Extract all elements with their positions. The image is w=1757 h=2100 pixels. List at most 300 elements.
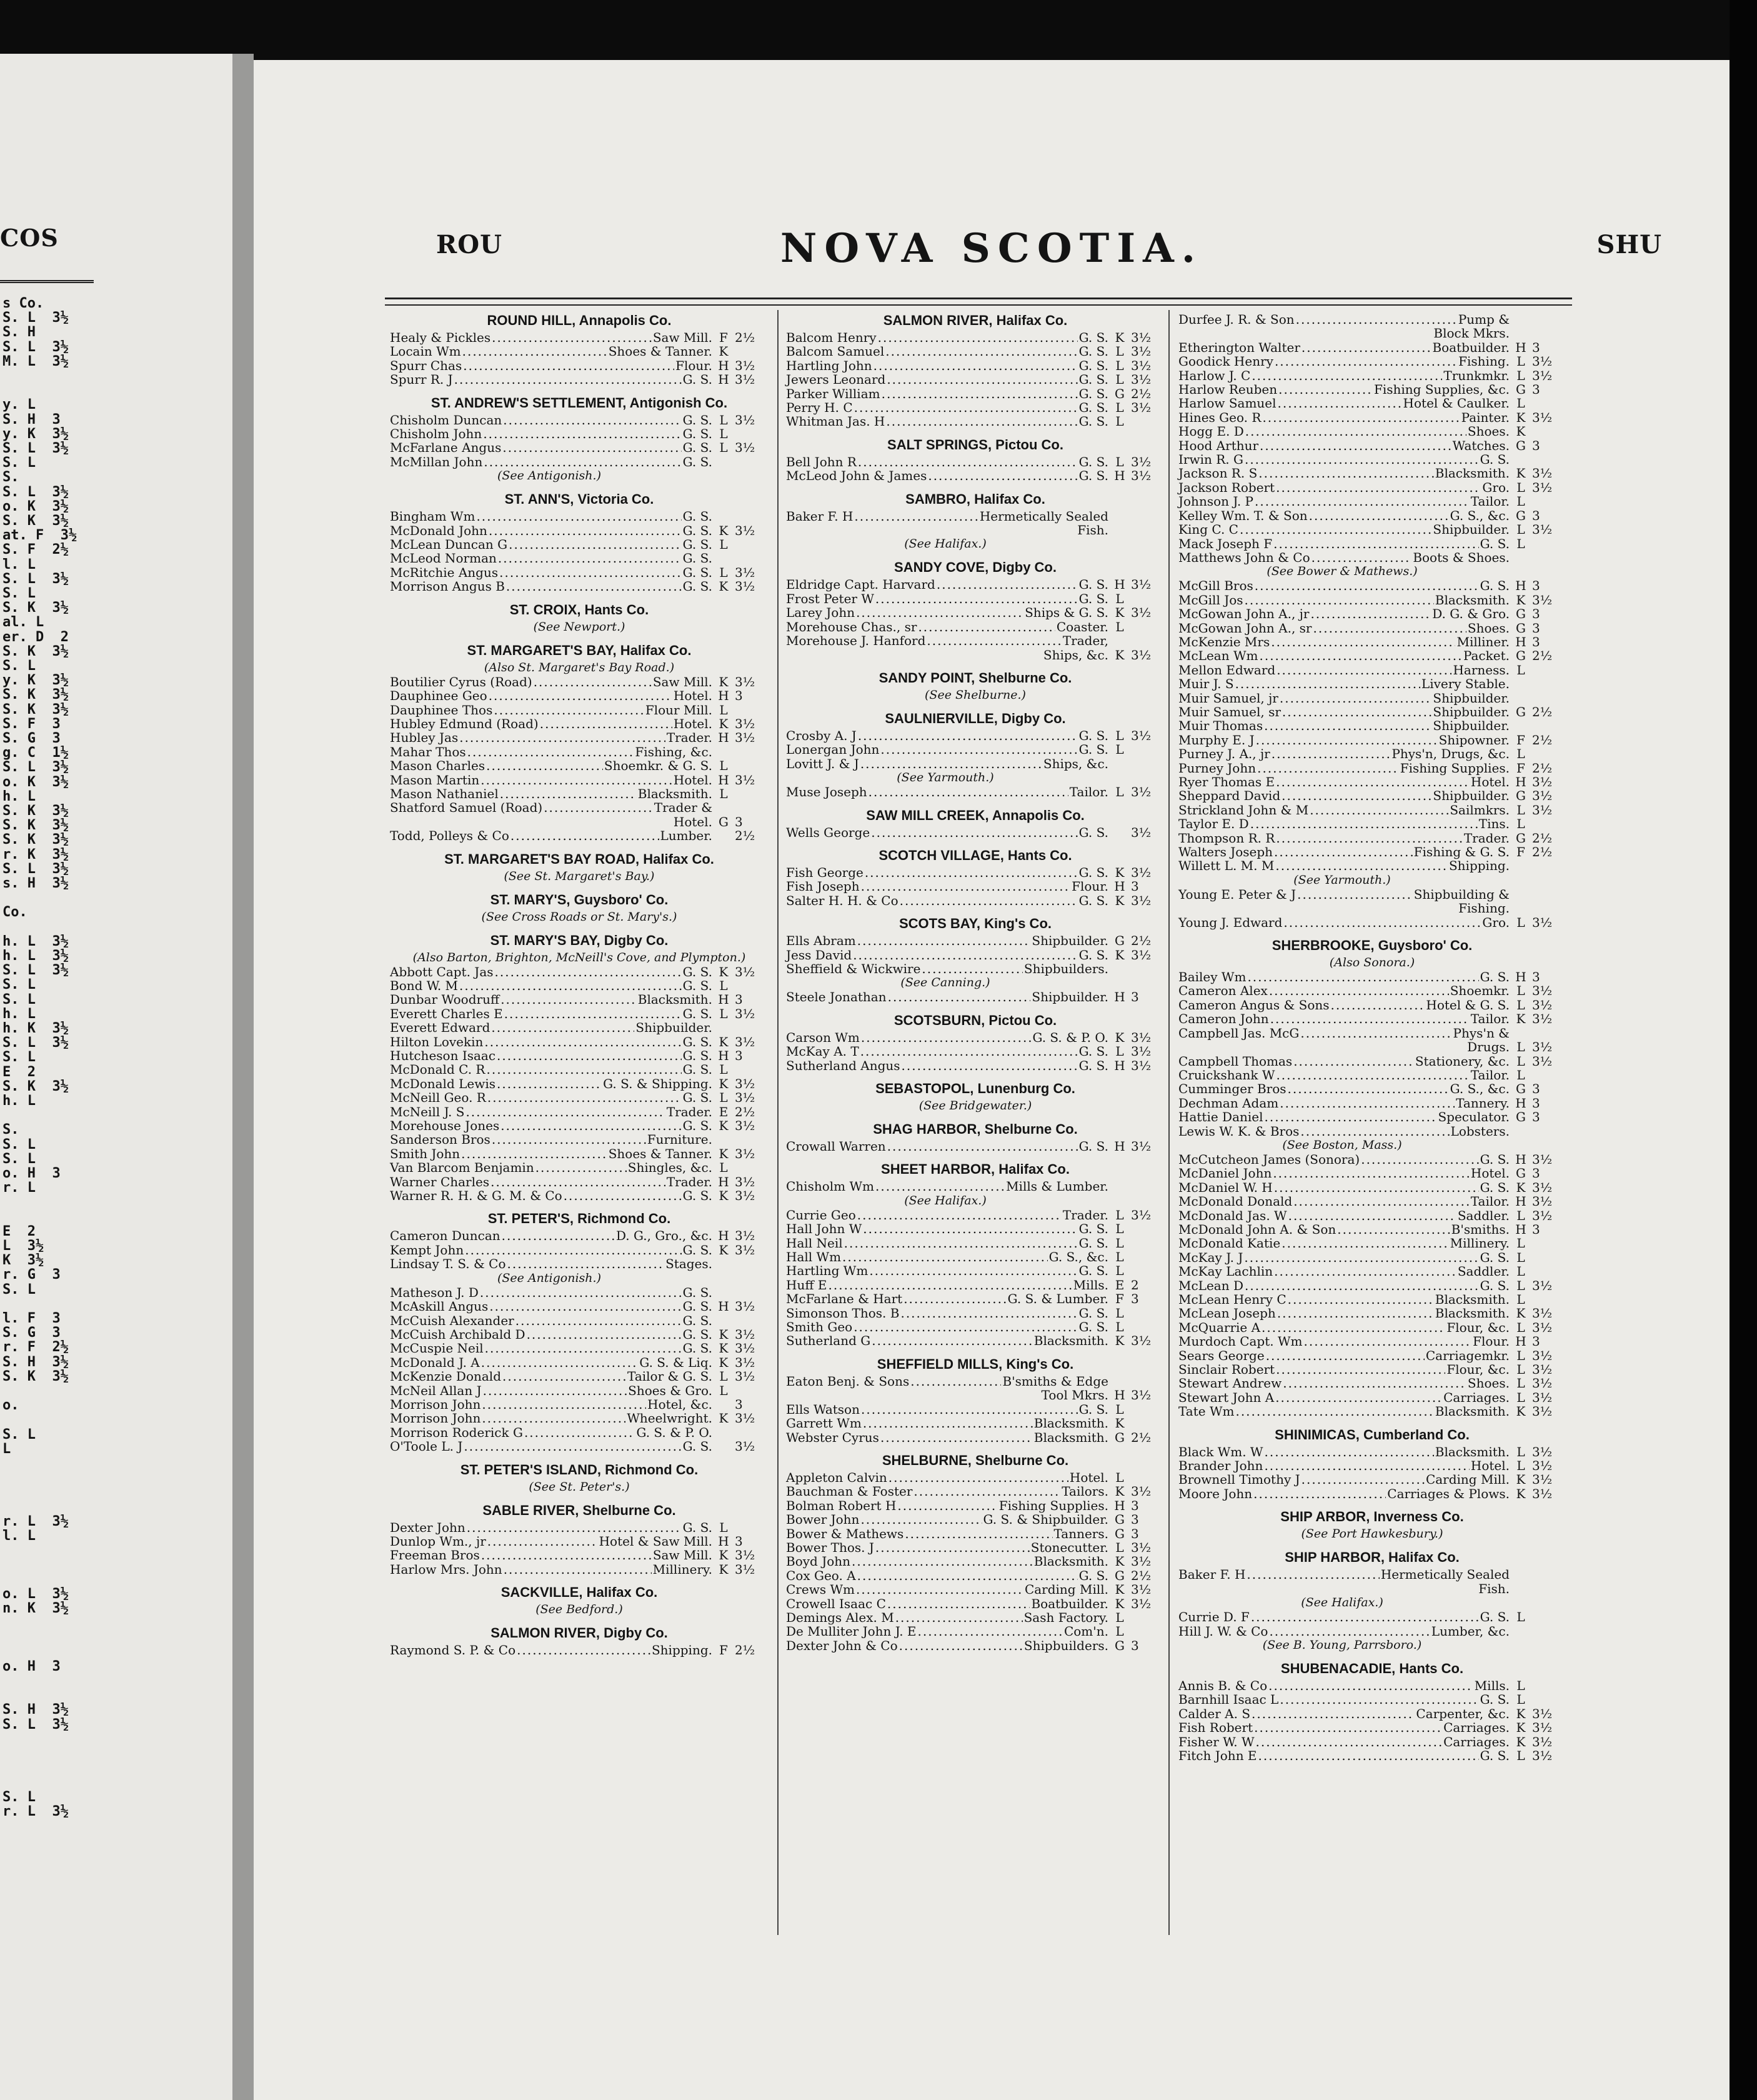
rating-letter: K (1516, 1179, 1526, 1195)
rating-letter: K (719, 1341, 729, 1356)
listing-business: Shoes & Tanner. (608, 1146, 712, 1161)
listing-business: Block Mkrs. (1433, 326, 1510, 341)
leader-dots (482, 1411, 625, 1425)
leader-dots (1288, 1292, 1434, 1306)
credit-rating: 3½ (1131, 1554, 1152, 1569)
rating-letter: K (1516, 592, 1526, 608)
leader-dots (1278, 396, 1402, 410)
credit-rating (1532, 859, 1566, 872)
leader-dots (464, 1439, 681, 1453)
leader-dots (564, 1189, 682, 1202)
listing-name: McDonald Lewis (390, 1076, 496, 1091)
leader-dots (540, 717, 672, 731)
leader-dots (1288, 1082, 1449, 1096)
leader-dots (484, 1035, 681, 1049)
listing-name: Dunbar Woodruff (390, 992, 500, 1008)
listing-name: McLean D (1178, 1278, 1243, 1293)
leader-dots (1264, 719, 1431, 732)
listing-name: Healy & Pickles (390, 330, 491, 345)
credit-rating (1532, 1610, 1566, 1624)
listing-business: G. S. & P. O. (1032, 1029, 1108, 1045)
listing-business: Blacksmith. (1033, 1333, 1108, 1349)
directory-column-1 (390, 312, 769, 1658)
rating-letter (712, 455, 735, 469)
leader-dots (498, 551, 682, 565)
listing-name: Crowell Isaac C (786, 1596, 886, 1611)
listing-business: G. S. (1078, 1221, 1108, 1237)
rating-letter: G (1516, 620, 1526, 636)
listing-business: Hotel & G. S. (1426, 997, 1510, 1012)
listing-row (786, 359, 1165, 372)
listing-name: Currie D. F (1178, 1609, 1250, 1625)
listing-business: Tailor. (1470, 494, 1510, 509)
listing-name: McDonald John (390, 522, 487, 538)
rating-letter: L (1115, 1249, 1124, 1265)
rating-letter: G (1115, 386, 1125, 401)
listing-business: Carding Mill. (1425, 1472, 1510, 1488)
rating-letter: H (1515, 774, 1526, 789)
credit-rating: 3 (1131, 1526, 1139, 1541)
listing-business: Blacksmith. (1435, 466, 1510, 481)
see-reference: (See B. Young, Parrsboro.) (1262, 1638, 1422, 1652)
rating-letter: G (1115, 1638, 1125, 1653)
leader-dots (503, 413, 681, 427)
listing-name: Jackson R. S (1178, 466, 1258, 481)
listing-name: McCuspie Neil (390, 1341, 484, 1356)
listing-row (390, 1384, 769, 1398)
see-reference: (See Halifax.) (1301, 1596, 1383, 1610)
credit-rating: 3½ (1532, 1486, 1553, 1501)
rating-letter: H (718, 358, 729, 373)
credit-rating (1532, 1624, 1566, 1638)
leader-dots (1276, 831, 1462, 845)
credit-rating: 3½ (1131, 728, 1152, 743)
credit-rating (1532, 494, 1566, 508)
town-heading: SAULNIERVILLE, Digby Co. (885, 710, 1066, 726)
leader-dots (1275, 354, 1457, 368)
facing-page-fragment: S. L 3½ (2, 484, 69, 500)
rating-letter: L (1516, 1609, 1525, 1625)
listing-row (786, 1139, 1165, 1153)
listing-business: Shipbuilders. (1023, 961, 1108, 976)
listing-name: Bolman Robert H (786, 1498, 897, 1513)
leader-dots (486, 759, 603, 772)
credit-rating (1532, 691, 1566, 705)
listing-business: Lumber, &c. (1431, 1623, 1510, 1639)
listing-business: Sash Factory. (1023, 1609, 1108, 1625)
listing-row (786, 990, 1165, 1004)
listing-business: Trader & (654, 800, 712, 816)
credit-rating: 3½ (1131, 577, 1152, 592)
facing-page-fragment: Co. (2, 904, 27, 921)
rating-letter: H (1515, 1334, 1526, 1349)
listing-row (786, 1416, 1165, 1430)
listing-business: Blacksmith. (1033, 1554, 1108, 1569)
listing-business: G. S. & P. O. (636, 1424, 712, 1440)
listing-name: Dauphinee Thos (390, 702, 493, 718)
facing-page-fragment: o. H 3 (2, 1658, 61, 1674)
rating-letter: K (719, 1411, 729, 1426)
listing-business: Harness. (1453, 662, 1510, 678)
listing-row (390, 413, 769, 427)
listing-business: Trader. (666, 1104, 712, 1119)
listing-name: Mahar Thos (390, 744, 466, 759)
listing-name: Hutcheson Isaac (390, 1048, 496, 1063)
rating-letter: H (1114, 1498, 1125, 1513)
listing-row (1178, 1264, 1566, 1278)
listing-row (786, 1624, 1165, 1638)
listing-name: Baker F. H (1178, 1567, 1246, 1582)
listing-name: Sutherland Angus (786, 1058, 900, 1073)
listing-continuation (1178, 901, 1566, 915)
leader-dots (490, 1175, 665, 1189)
listing-business: G. S. (1078, 1235, 1108, 1251)
listing-name: Jackson Robert (1178, 479, 1275, 495)
listing-name: Boutilier Cyrus (Road) (390, 674, 532, 689)
listing-name: Murphy E. J (1178, 732, 1255, 748)
rating-letter: E (719, 1104, 729, 1119)
listing-business: Wheelwright. (627, 1411, 712, 1426)
listing-row (786, 1292, 1165, 1306)
listing-name: McMillan John (390, 454, 483, 469)
credit-rating: 3½ (1532, 997, 1553, 1012)
rating-letter: K (719, 964, 729, 979)
credit-rating: 3½ (1131, 947, 1152, 962)
credit-rating: 3 (735, 1533, 743, 1549)
facing-page-fragment: r. F 2½ (2, 1339, 69, 1356)
leader-dots (1251, 1610, 1479, 1624)
listing-row (1178, 663, 1566, 677)
rating-letter: L (1115, 1319, 1124, 1335)
town-heading: SABLE RIVER, Shelburne Co. (482, 1502, 676, 1518)
listing-row (1178, 775, 1566, 789)
see-reference: (See Yarmouth.) (1293, 872, 1391, 887)
leader-dots (885, 344, 1077, 358)
listing-name: McGowan John A., sr (1178, 620, 1312, 636)
credit-rating: 3½ (1532, 1706, 1553, 1721)
credit-rating (1131, 509, 1165, 523)
rating-letter: H (1114, 1139, 1125, 1154)
rating-letter: H (1114, 1058, 1125, 1073)
listing-continuation (786, 648, 1165, 662)
listing-business: Shipping. (1448, 858, 1510, 874)
credit-rating: 3½ (1131, 1044, 1152, 1059)
rating-letter: G (1516, 382, 1526, 398)
leader-dots (1180, 1582, 1477, 1596)
listing-business: Livery Stable. (1421, 676, 1510, 692)
credit-rating: 3 (1532, 1109, 1540, 1125)
rating-letter: H (1515, 339, 1526, 355)
listing-row (1178, 691, 1566, 705)
rating-letter: L (1115, 1044, 1124, 1059)
credit-rating: 2½ (735, 1104, 755, 1119)
facing-page-fragment: S. K 3½ (2, 832, 69, 848)
listing-name: Van Blarcom Benjamin (390, 1160, 534, 1176)
leader-dots (918, 620, 1055, 634)
listing-name: Dunlop Wm., jr (390, 1533, 486, 1549)
listing-row (1178, 1735, 1566, 1749)
leader-dots (500, 992, 637, 1006)
credit-rating: 3 (1532, 1166, 1540, 1181)
leader-dots (500, 1119, 681, 1132)
listing-row (390, 1521, 769, 1534)
leader-dots (1278, 382, 1373, 396)
credit-rating (1131, 1264, 1165, 1278)
listing-name: Crowall Warren (786, 1139, 886, 1154)
rating-letter: L (1115, 1609, 1124, 1625)
facing-page-fragment: S. L 3½ (2, 962, 69, 979)
leader-dots (880, 1431, 1033, 1444)
town-heading: SHUBENACADIE, Hants Co. (1280, 1660, 1464, 1676)
listing-name: Ryer Thomas E (1178, 774, 1275, 789)
credit-rating (1532, 901, 1566, 915)
leader-dots (1296, 312, 1457, 326)
credit-rating: 3½ (1131, 864, 1152, 880)
listing-row (390, 551, 769, 565)
facing-page-fragment: s Co. (2, 296, 44, 311)
listing-name: Durfee J. R. & Son (1178, 312, 1295, 327)
listing-business: G. S., &c. (1450, 1081, 1510, 1097)
listing-row (1178, 1349, 1566, 1362)
rating-letter (712, 1286, 735, 1299)
listing-business: G. S. (1480, 1609, 1510, 1625)
listing-name: Everett Edward (390, 1020, 490, 1036)
facing-page-fragment: S. G 3 (2, 1325, 61, 1341)
listing-row (1178, 1707, 1566, 1721)
listing-business: Carriages. (1443, 1389, 1510, 1405)
rating-letter: F (1516, 844, 1525, 860)
listing-business: Stonecutter. (1030, 1539, 1108, 1555)
rating-letter: G (1516, 606, 1526, 622)
listing-row (390, 689, 769, 702)
listing-business: G. S. (682, 1299, 712, 1314)
credit-rating: 2½ (1532, 760, 1553, 776)
leader-dots (1268, 1679, 1473, 1692)
listing-business: Boots & Shoes. (1413, 549, 1510, 565)
listing-business: Fishing Supplies. (1400, 760, 1510, 776)
listing-row (1178, 369, 1566, 382)
listing-business: Hotel. (673, 772, 712, 788)
credit-rating: 2½ (1532, 648, 1553, 664)
listing-name: Boyd John (786, 1554, 851, 1569)
listing-row (390, 455, 769, 469)
credit-rating: 3½ (1532, 1179, 1553, 1195)
rating-letter: K (1115, 330, 1125, 345)
listing-name: Smith Geo (786, 1319, 853, 1335)
credit-rating (735, 509, 769, 523)
listing-business: G. S. (1078, 591, 1108, 606)
listing-business: Gro. (1482, 479, 1510, 495)
listing-name: Bingham Wm (390, 509, 475, 524)
credit-rating: 3 (1131, 1498, 1139, 1513)
listing-name: Hall John W (786, 1221, 862, 1237)
listing-continuation (786, 1388, 1165, 1402)
leader-dots (489, 1299, 681, 1313)
rating-letter: K (1516, 1472, 1526, 1488)
rating-letter: K (1115, 1484, 1125, 1499)
listing-row (390, 1398, 769, 1411)
credit-rating: 3 (1532, 339, 1540, 355)
credit-rating: 3½ (1532, 522, 1553, 538)
leader-dots (483, 427, 681, 441)
listing-row (786, 634, 1165, 648)
listing-row (390, 745, 769, 759)
listing-business: Shoes & Gro. (628, 1382, 712, 1398)
listing-name: Sinclair Robert (1178, 1362, 1275, 1378)
leader-dots (1361, 1152, 1478, 1166)
facing-page-fragment: S. L 3½ (2, 441, 69, 456)
facing-page-fragment: E 2 (2, 1064, 36, 1080)
listing-business: G. S. (682, 1519, 712, 1535)
listing-name: Morrison Angus B (390, 579, 505, 594)
listing-row (1178, 1222, 1566, 1236)
credit-rating (1131, 1611, 1165, 1624)
leader-dots (854, 509, 978, 523)
leader-dots (459, 979, 682, 992)
credit-rating (735, 1257, 769, 1271)
facing-page-fragment: S. G 3 (2, 731, 61, 746)
credit-rating: 3½ (1532, 802, 1553, 818)
rating-letter: H (1515, 969, 1526, 985)
listing-business: Hotel. (673, 814, 712, 829)
credit-rating (1131, 962, 1165, 976)
listing-business: Shipbuilder. (1433, 522, 1510, 538)
listing-business: G. S. (1078, 947, 1108, 962)
listing-row (786, 1044, 1165, 1058)
leader-dots (895, 1611, 1023, 1624)
listing-name: Harlow Samuel (1178, 396, 1277, 411)
listing-name: Etherington Walter (1178, 339, 1300, 355)
listing-name: Morrison John (390, 1411, 481, 1426)
listing-name: McFarlane Angus (390, 440, 502, 456)
listing-name: Lindsay T. S. & Co (390, 1256, 506, 1272)
rating-letter (1510, 1582, 1532, 1596)
facing-page-fragment: S. L (2, 586, 36, 601)
listing-business: Shipbuilder. (1433, 704, 1510, 719)
credit-rating: 3½ (1131, 358, 1152, 373)
leader-dots (842, 1250, 1048, 1264)
credit-rating: 3 (1532, 382, 1540, 398)
credit-rating: 3½ (1532, 409, 1553, 425)
credit-rating (735, 787, 769, 801)
facing-page-fragment: n. K 3½ (2, 1601, 69, 1616)
credit-rating (735, 1384, 769, 1398)
leader-dots (1257, 761, 1399, 775)
credit-rating (1532, 1026, 1566, 1040)
listing-name: Dexter John & Co (786, 1638, 898, 1653)
listing-row (1178, 1096, 1566, 1110)
listing-business: G. S. (1078, 454, 1108, 469)
facing-page-fragment: er. D 2 (2, 629, 69, 645)
credit-rating: 3 (1131, 989, 1139, 1005)
listing-name: Lonergan John (786, 742, 880, 758)
listing-business: Painter. (1461, 409, 1510, 425)
leader-dots (502, 1229, 615, 1242)
leader-dots (869, 1264, 1077, 1278)
leader-dots (544, 801, 653, 814)
listing-name: Tate Wm (1178, 1404, 1235, 1419)
facing-page-fragment: y. K 3½ (2, 426, 69, 442)
listing-name: Chisholm Wm (786, 1179, 875, 1194)
credit-rating (1532, 677, 1566, 691)
credit-rating: 3½ (735, 440, 755, 456)
leader-dots (1282, 705, 1431, 719)
credit-rating (735, 551, 769, 565)
leader-dots (476, 509, 681, 523)
town-heading: ST. MARY'S, Guysboro' Co. (490, 891, 669, 908)
leader-dots (1293, 1194, 1470, 1208)
rating-letter (712, 1257, 735, 1271)
listing-business: Blacksmith. (1435, 592, 1510, 608)
listing-business: G. S. (1078, 1319, 1108, 1335)
listing-business: G. S., &c. (1450, 508, 1510, 523)
leader-dots (1282, 1236, 1448, 1250)
facing-page-fragment: o. K 3½ (2, 774, 69, 790)
rating-letter: L (1516, 1208, 1525, 1223)
town-heading: ROUND HILL, Annapolis Co. (487, 312, 672, 328)
listing-business: G. S. (1078, 400, 1108, 416)
credit-rating: 3 (735, 1048, 743, 1063)
listing-row (1178, 494, 1566, 508)
listing-business: Blacksmith. (1033, 1416, 1108, 1431)
rating-letter: G (1516, 1081, 1526, 1097)
facing-page-fragment: r. L 3½ (2, 1513, 69, 1529)
rating-letter: L (719, 786, 728, 801)
rating-letter: L (719, 426, 728, 442)
listing-business: Blacksmith. (1435, 1306, 1510, 1321)
listing-business: G. S. & Shipbuilder. (983, 1512, 1108, 1528)
listing-business: Lumber. (660, 828, 712, 844)
listing-name: Carson Wm (786, 1029, 860, 1045)
leader-dots (1247, 970, 1478, 984)
rating-letter (1510, 1624, 1532, 1638)
listing-row (390, 1077, 769, 1091)
listing-row (1178, 579, 1566, 592)
listing-business: Trader. (666, 1174, 712, 1189)
rating-letter: L (1115, 414, 1124, 429)
leader-dots (887, 1139, 1078, 1153)
leader-dots (481, 1548, 652, 1562)
listing-business: G. S. (1078, 1568, 1108, 1583)
listing-name: Hines Geo. R (1178, 409, 1262, 425)
credit-rating: 3 (735, 688, 743, 704)
listing-row (1178, 845, 1566, 859)
rating-letter: F (1516, 732, 1525, 748)
credit-rating: 3½ (735, 579, 755, 594)
listing-business: G. S. (1078, 892, 1108, 908)
leader-dots (1180, 901, 1457, 915)
leader-dots (1259, 649, 1461, 662)
facing-page-fragment: L 3½ (2, 1238, 44, 1254)
listing-business: Carriagemkr. (1425, 1348, 1510, 1363)
rating-letter: K (1516, 1306, 1526, 1321)
credit-rating (1532, 817, 1566, 831)
listing-row (1178, 551, 1566, 564)
listing-name: Hartling Wm (786, 1263, 869, 1279)
listing-row (390, 787, 769, 801)
listing-business: G. S. & Lumber. (1007, 1291, 1108, 1307)
leader-dots (454, 372, 682, 386)
listing-business: Blacksmith. (1435, 1292, 1510, 1307)
cross-reference-note: (See St. Peter's.) (529, 1479, 630, 1494)
listing-row (786, 509, 1165, 523)
leader-dots (492, 331, 652, 344)
rating-letter (1510, 312, 1532, 326)
listing-row (786, 592, 1165, 606)
leader-dots (1302, 1472, 1425, 1486)
listing-business: Shingles, &c. (627, 1160, 712, 1176)
listing-name: McGill Jos (1178, 592, 1243, 608)
